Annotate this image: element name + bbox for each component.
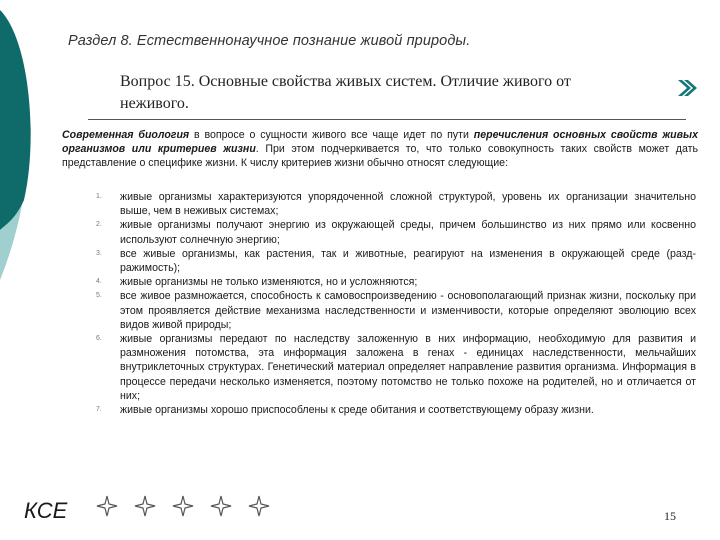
list-item-number: 6. (96, 335, 102, 343)
list-item (0, 289, 720, 332)
list-item-number: 4. (96, 278, 102, 286)
list-item-number: 7. (96, 406, 102, 414)
list-item-text: живые организмы характеризуются упорядоченной сложной структурой, уровень их организации значительно выше, чем в неживых системах; (120, 191, 696, 218)
section-title: Раздел 8. Естественнонаучное познание живой природы. (68, 33, 471, 49)
star-icon (134, 495, 156, 517)
star-icon (210, 495, 232, 517)
list-item (0, 403, 720, 417)
star-icon (96, 495, 118, 517)
intro-paragraph (62, 128, 698, 171)
footer-stars (96, 495, 270, 517)
list-item-text: все живые организмы, как растения, так и животные, реагируют на изменения в окружающей среде (разд-ражимость); (120, 247, 696, 275)
star-icon (248, 495, 270, 517)
nav-arrow-icon[interactable] (676, 78, 698, 98)
list-item-number: 1. (96, 193, 102, 200)
list-item-text: живые организмы передают по наследству заложенную в них информацию, необходимую для развития и размножения потомства, эта информация заложена в генах - единицах наследственности, мельчайших внутриклеточных структурах. Генетический материал определяет направление развития организма. Информация в процессе передачи несколько изменяется, поэтому потомство не только похоже на родителей, но и отличается от них; (120, 333, 696, 402)
criteria-list (0, 190, 720, 417)
list-item-text: живые организмы получают энергию из окружающей среды, причем большинство из них прямо или косвенно используют солнечную энергию; (120, 219, 696, 246)
intro-text-2: . При этом подчеркивается то, что только совокупность таких свойств может дать представление о специфике жизни. К числу критериев жизни обычно относят следующие: (62, 143, 698, 170)
page-number: 15 (664, 509, 676, 523)
list-item (0, 332, 720, 403)
list-item (0, 275, 720, 289)
intro-bold-phrase: перечисления основных свойств живых организмов или критериев жизни (62, 129, 698, 156)
footer-label: КСЕ (24, 498, 68, 523)
list-item-text: живые организмы не только изменяются, но и усложняются; (120, 276, 418, 289)
list-item (0, 218, 720, 246)
list-item-text: живые организмы хорошо приспособлены к среде обитания и соответствующему образу жизни. (120, 404, 594, 417)
star-icon (172, 495, 194, 517)
intro-text-1: в вопросе о сущности живого все чаще идет по пути (189, 129, 474, 141)
list-item-number: 3. (96, 249, 102, 257)
question-title: Вопрос 15. Основные свойства живых систем. Отличие живого от неживого. (120, 73, 571, 112)
list-item (0, 190, 720, 218)
title-divider (88, 119, 686, 120)
list-item-text: все живое размножается, способность к самовоспроизведению - основополагающий признак жизни, поскольку при этом проявляется действие механизма наследственности и изменчивости, которые определяют эволюцию всех видов живой природы; (120, 290, 696, 331)
list-item (0, 247, 720, 275)
list-item-number: 5. (96, 292, 102, 300)
intro-bold-term: Современная биология (62, 129, 190, 141)
list-item-number: 2. (96, 221, 102, 229)
